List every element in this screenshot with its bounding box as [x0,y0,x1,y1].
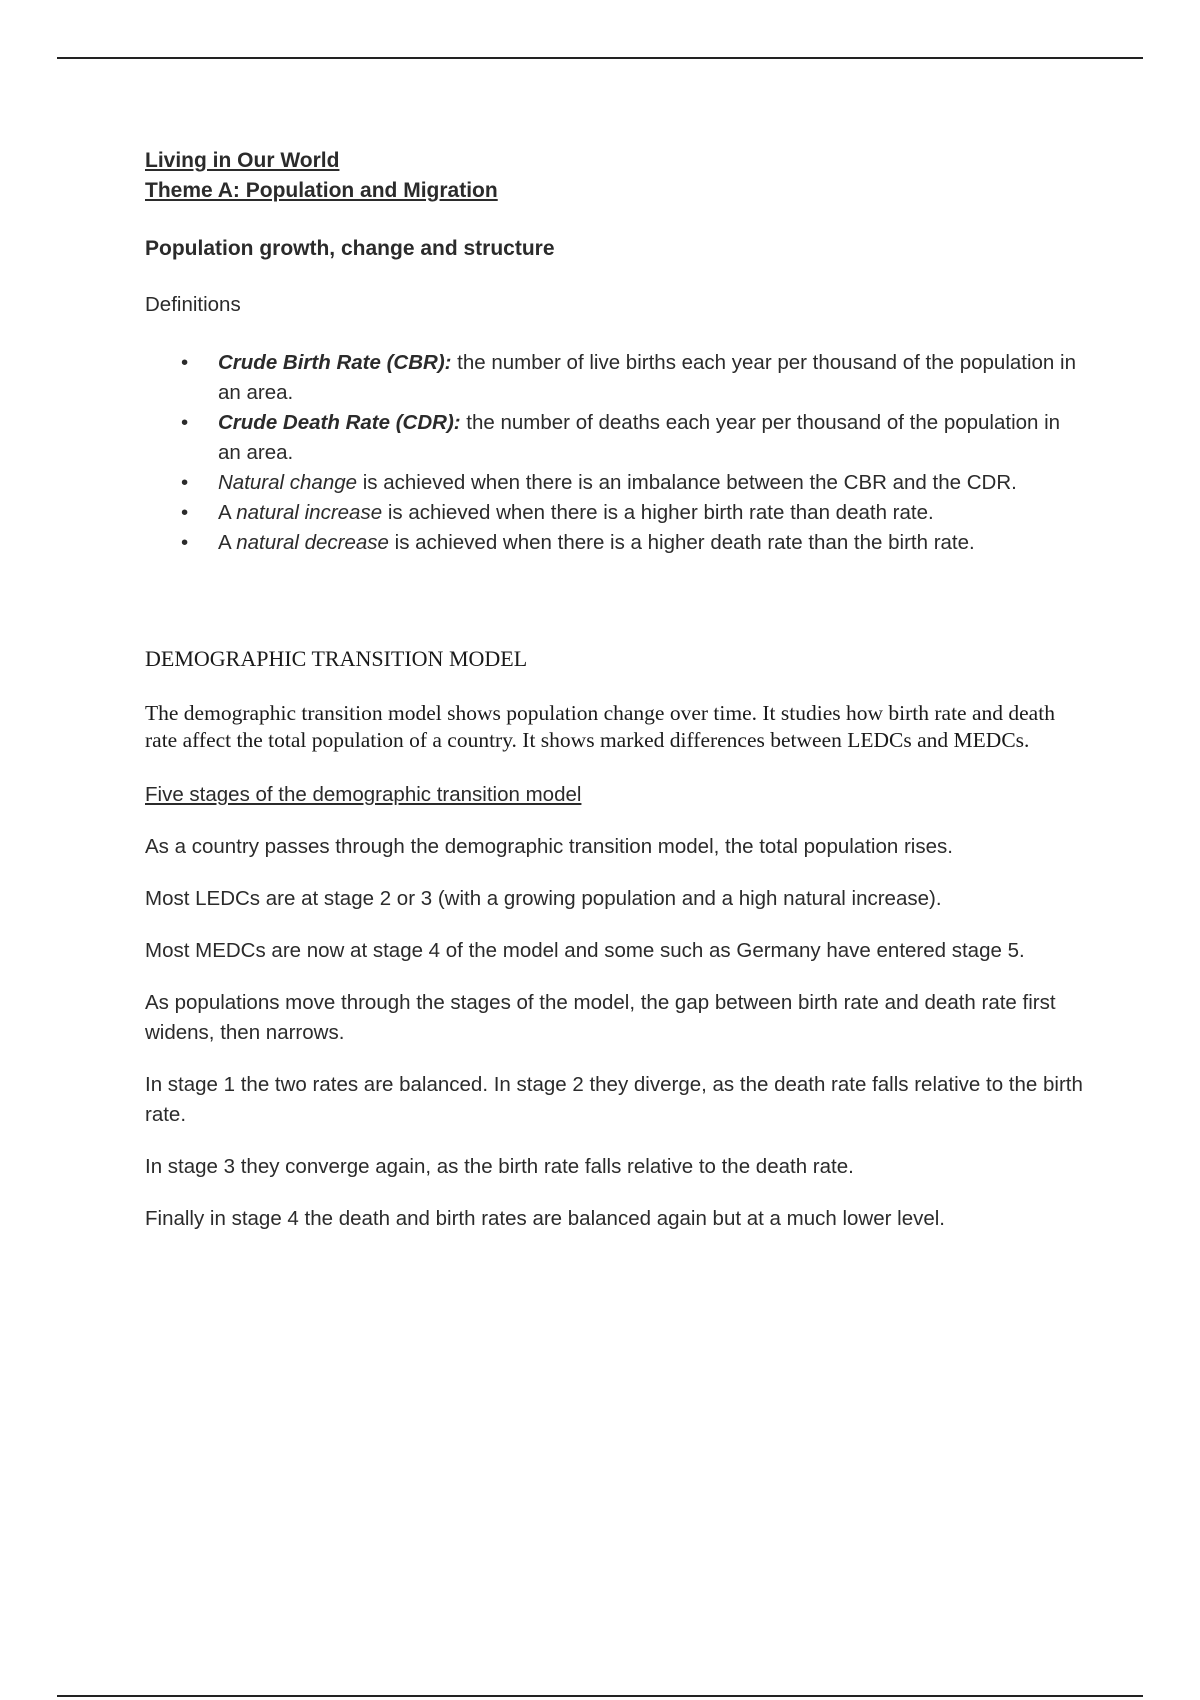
definition-term: natural increase [236,501,383,524]
paragraph: In stage 1 the two rates are balanced. In stage 2 they diverge, as the death rate falls relative to the birth rate. [145,1073,1083,1126]
definitions-list [145,348,1085,558]
definition-prefix: A [218,501,237,524]
definition-term: Crude Birth Rate (CBR): [218,351,452,374]
definition-item-natural-increase [145,498,1085,528]
paragraph: As populations move through the stages of the model, the gap between birth rate and death rate first widens, then narrows. [145,991,1056,1044]
dtm-heading: DEMOGRAPHIC TRANSITION MODEL [145,646,528,671]
definition-term: Crude Death Rate (CDR): [218,411,461,434]
document-body [145,146,1085,1234]
paragraph: Most MEDCs are now at stage 4 of the model and some such as Germany have entered stage 5. [145,939,1025,962]
bullet-point: • [181,531,189,554]
definition-item-cbr [145,348,1085,408]
document-subtitle: Theme A: Population and Migration [145,179,498,202]
paragraph: Finally in stage 4 the death and birth rates are balanced again but at a much lower level. [145,1207,945,1230]
definition-text: the number of deaths each year per thousand of the population in an area. [218,411,1061,464]
top-rule [57,57,1143,59]
paragraph: As a country passes through the demographic transition model, the total population rises. [145,835,953,858]
definition-item-cdr [145,408,1085,468]
definition-item-natural-decrease [145,528,1085,558]
definitions-label: Definitions [145,293,241,316]
dtm-intro-paragraph: The demographic transition model shows population change over time. It studies how birth rate and death rate affect the total population of a country. It shows marked differences between LEDCs and MEDCs. [145,701,1055,752]
definition-text: is achieved when there is a higher death rate than the birth rate. [388,531,975,554]
stages-heading: Five stages of the demographic transition model [145,783,582,806]
definition-item-natural-change [145,468,1085,498]
bottom-rule [57,1695,1143,1697]
bullet-point: • [181,351,189,374]
bullet-point: • [181,471,189,494]
section-heading: Population growth, change and structure [145,237,555,260]
bullet-point: • [181,501,189,524]
paragraph: Most LEDCs are at stage 2 or 3 (with a growing population and a high natural increase). [145,887,942,910]
definition-text: is achieved when there is a higher birth rate than death rate. [382,501,934,524]
definition-term: Natural change [218,471,358,494]
definition-term: natural decrease [236,531,389,554]
paragraph: In stage 3 they converge again, as the birth rate falls relative to the death rate. [145,1155,854,1178]
definition-text: the number of live births each year per thousand of the population in an area. [218,351,1076,404]
definition-text: is achieved when there is an imbalance between the CBR and the CDR. [357,471,1017,494]
document-title: Living in Our World [145,149,340,172]
bullet-point: • [181,411,189,434]
definition-prefix: A [218,531,237,554]
